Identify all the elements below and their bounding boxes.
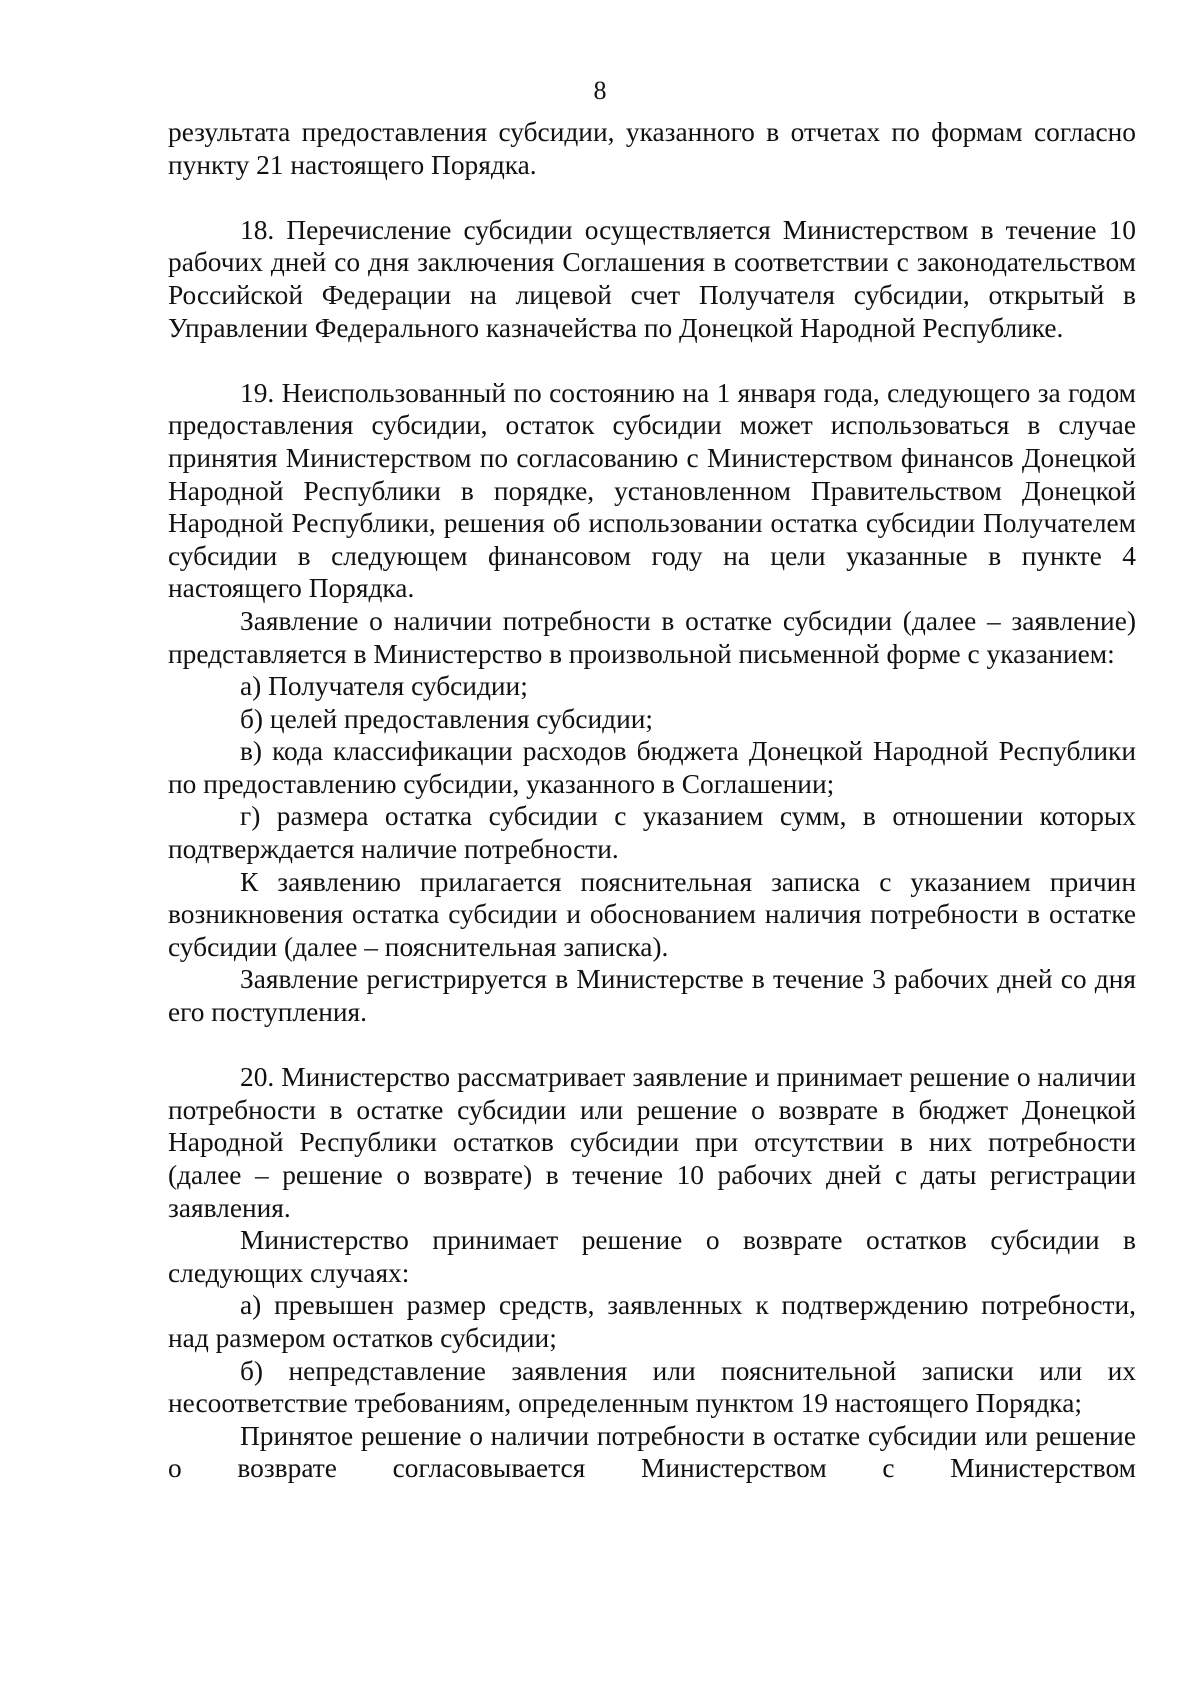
paragraph-18: 18. Перечисление субсидии осуществляется Министерством в течение 10 рабочих дней со дня заключения Соглашения в соответствии с законодательством Российской Федерации на лицевой счет Получателя субсидии, открытый в Управлении Федерального казначейства по Донецкой Народной Республике. xyxy=(168,214,1136,343)
paragraph-19-item-g: г) размера остатка субсидии с указанием сумм, в отношении которых подтверждается наличие потребности. xyxy=(168,801,1136,865)
paragraph-20-item-b: б) непредставление заявления или пояснительной записки или их несоответствие требованиям, определенным пунктом 19 настоящего Порядка; xyxy=(168,1355,1136,1419)
paragraph-19-statement: Заявление о наличии потребности в остатке субсидии (далее – заявление) представляется в Министерство в произвольной письменной форме с указанием: xyxy=(168,605,1136,669)
document-body xyxy=(168,116,1136,1485)
paragraph-20-cases: Министерство принимает решение о возврате остатков субсидии в следующих случаях: xyxy=(168,1225,1136,1288)
paragraph-19: 19. Неиспользованный по состоянию на 1 января года, следующего за годом предоставления субсидии, остаток субсидии может использоваться в случае принятия Министерством по согласованию с Министерством финансов Донецкой Народной Республики в порядке, установленном Правительством Донецкой Народной Республики, решения об использовании остатка субсидии Получателем субсидии в следующем финансовом году на цели указанные в пункте 4 настоящего Порядка. xyxy=(168,377,1136,604)
paragraph-20: 20. Министерство рассматривает заявление и принимает решение о наличии потребности в остатке субсидии или решение о возврате в бюджет Донецкой Народной Республики остатков субсидии при отсутствии в них потребности (далее – решение о возврате) в течение 10 рабочих дней с даты регистрации заявления. xyxy=(168,1062,1136,1223)
paragraph-19-registration: Заявление регистрируется в Министерстве в течение 3 рабочих дней со дня его поступления. xyxy=(168,964,1136,1028)
paragraph-continuation: результата предоставления субсидии, указанного в отчетах по формам согласно пункту 21 настоящего Порядка. xyxy=(168,117,1136,180)
paragraph-19-item-b: б) целей предоставления субсидии; xyxy=(240,703,654,734)
paragraph-20-agreement: Принятое решение о наличии потребности в остатке субсидии или решение о возврате согласовывается Министерством с Министерством xyxy=(168,1420,1136,1484)
paragraph-19-item-v: в) кода классификации расходов бюджета Донецкой Народной Республики по предоставлению субсидии, указанного в Соглашении; xyxy=(168,736,1136,799)
page-number: 8 xyxy=(593,76,607,105)
paragraph-19-item-a: а) Получателя субсидии; xyxy=(240,671,528,702)
paragraph-19-note: К заявлению прилагается пояснительная записка с указанием причин возникновения остатка субсидии и обоснованием наличия потребности в остатке субсидии (далее – пояснительная записка). xyxy=(168,866,1136,962)
paragraph-20-item-a: а) превышен размер средств, заявленных к подтверждению потребности, над размером остатков субсидии; xyxy=(168,1290,1136,1353)
